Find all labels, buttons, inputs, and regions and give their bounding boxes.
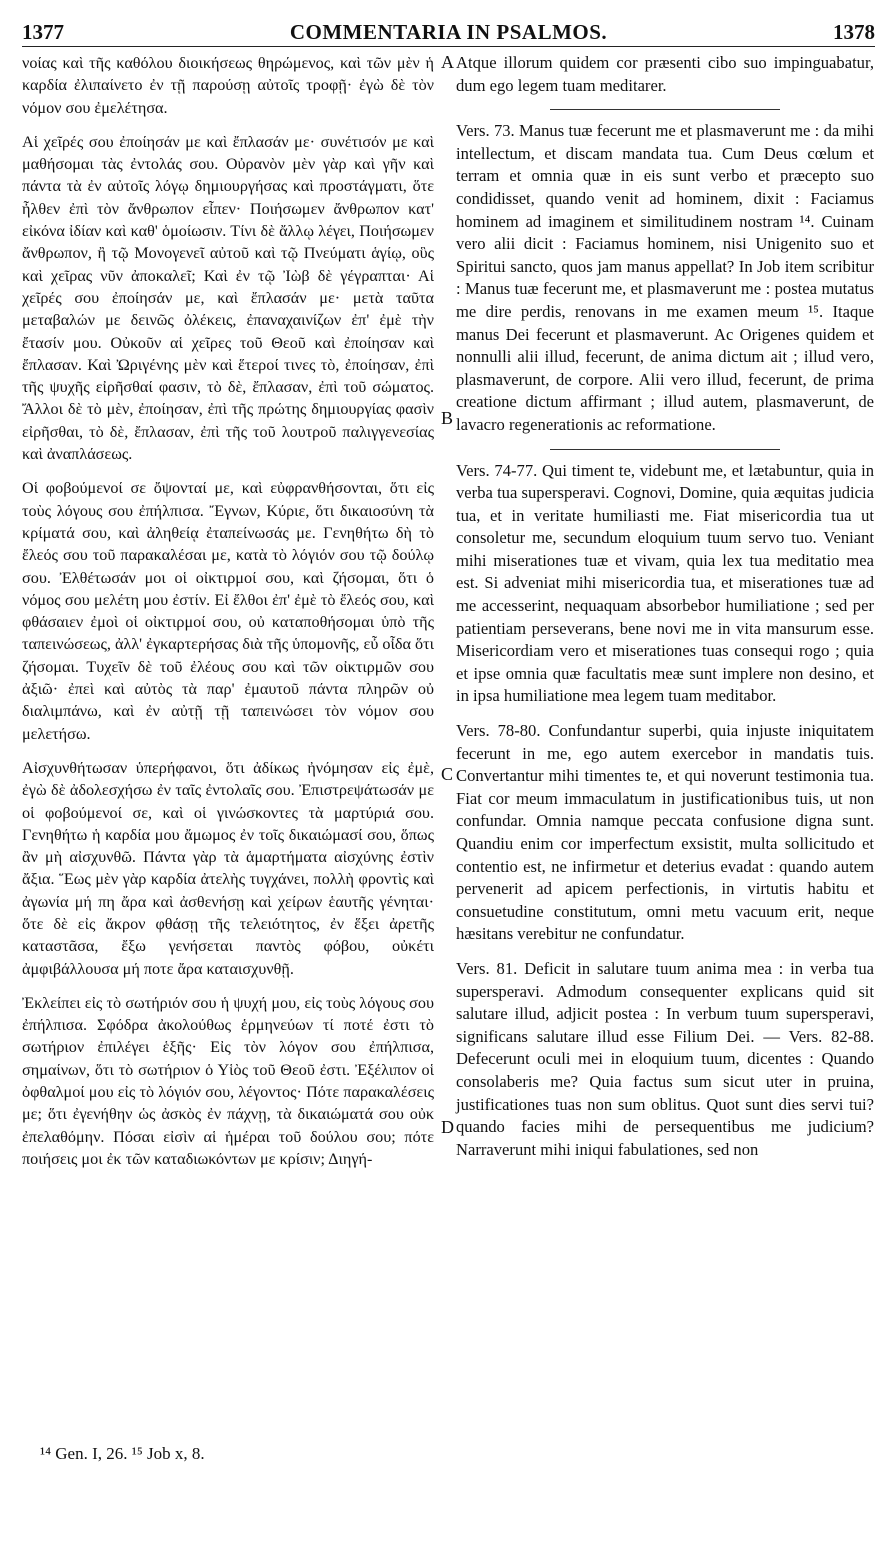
latin-paragraph-4: Vers. 78-80. Confundantur superbi, quia injuste iniquitatem fecerunt in me, ego autem exercebor in mandatis tuis. Convertantur mihi timentes te, et qui noverunt testimonia tua. Fiat cor meum immaculatum in justificationibus tuis, ut non confundar. Omnia namque peccata confusione digna sunt. Quandiu enim cor imperfectum exsistit, multa sollicitudo et contentio est, ne infirmetur et deterius evadat : quando autem pervenerit ad apicem perfectionis, in virtutis habitu et consuetudine constitutum, omni metu vacuum erit, neque hæsitans verebitur ne confundatur.	[456, 721, 874, 944]
latin-column	[456, 52, 874, 1161]
latin-paragraph-3: Vers. 74-77. Qui timent te, videbunt me, et lætabuntur, quia in verba tua supersperavi. Cognovi, Domine, quia æquitas judicia tua, et in veritate humiliasti me. Fiat misericordia tua ut consoletur me, secundum eloquium tuum servo tuo. Veniant mihi miserationes tuæ et vivam, quia lex tua meditatio mea est. Si adveniat mihi misericordia tua, et miserationes tuæ ad me accesserint, nequaquam absorbebor humiliatione ; sed per patientiam perseverans, bene novi me in vita mansurum esse. Misericordiam vero et miserationes tuas consequi rogo ; quia et ipse omnia quæ facultatis meæ sunt implere non desino, et in ipsa humiliatione mea legem tuam meditabor.	[456, 460, 874, 706]
footnotes: ¹⁴ Gen. I, 26. ¹⁵ Job x, 8.	[40, 1444, 205, 1463]
page-number-right: 1378	[833, 20, 875, 44]
latin-paragraph-5: Vers. 81. Deficit in salutare tuum anima mea : in verba tua supersperavi. Admodum consequenter explicans quid sit salutare illud, adjicit postea : In verbum tuum supersperavi, significans salutare illud esse Filium Dei. — Vers. 82-88. Defecerunt oculi mei in eloquium tuum, dicentes : Quando consolaberis me? Quia factus sum sicut uter in pruina, justificationes tuas non sum oblitus. Quot sunt dies servi tui? quando facies mihi de persequentibus me judicium? Narraverunt mihi iniqui fabulationes, sed non	[456, 958, 874, 1159]
greek-paragraph-4: Αἰσχυνθήτωσαν ὑπερήφανοι, ὅτι ἀδίκως ἠνόμησαν εἰς ἐμὲ, ἐγὼ δὲ ἀδολεσχήσω ἐν ταῖς ἐντολαῖς σου. Ἐπιστρεψάτωσάν με οἱ φοβούμενοί σε, καὶ οἱ γινώσκοντες τὰ μαρτύριά σου. Γενηθήτω ἡ καρδία μου ἄμωμος ἐν τοῖς δικαιώμασί σου, ὅπως ἂν μὴ αἰσχυνθῶ. Πάντα γὰρ τὰ ἁμαρτήματα αἰσχύνης ἐστὶν ἄξια. Ἕως μὲν γὰρ καρδία ἀτελὴς τυγχάνει, πολλὴ φροντὶς καὶ ἀγωνία μή πη ἄρα καὶ ἀσθενήσῃ καὶ χείρων ἑαυτῆς γένηται· ὅτε δὲ εἰς ἄκρον φθάσῃ τῆς τελειότητος, ἐν ἕξει ἀρετῆς καταστᾶσα, ἔξω γενήσεται παντὸς φόβου, οὐκέτι ἀμφιβάλλουσα μή ποτε ἄρα καταισχυνθῇ.	[22, 758, 434, 978]
margin-marker-b: B	[441, 408, 454, 428]
greek-column	[22, 52, 434, 1170]
latin-paragraph-1: Atque illorum quidem cor præsenti cibo suo impinguabatur, dum ego legem tuam meditarer.	[456, 53, 874, 95]
greek-paragraph-5: Ἐκλείπει εἰς τὸ σωτήριόν σου ἡ ψυχή μου, εἰς τοὺς λόγους σου ἐπήλπισα. Σφόδρα ἀκολούθως ἑρμηνεύων τί ποτέ ἐστι τὸ σωτήριον ἐπιλέγει ἑξῆς· Εἰς τὸν λόγον σου ἐπήλπισα, σημαίνων, ὅτι τὸ σωτήριον ὁ Υἱὸς τοῦ Θεοῦ ἐστι. Ἐξέλιπον οἱ ὀφθαλμοί μου εἰς τὸ λόγιόν σου, λέγοντος· Πότε παρακαλέσεις με; ὅτι ἐγενήθην ὡς ἀσκὸς ἐν πάχνῃ, τὰ δικαιώματά σου οὐκ ἐπελαθόμην. Πόσαι εἰσὶν αἱ ἡμέραι τοῦ δούλου σου; πότε ποιήσεις μοι ἐκ τῶν καταδιωκόντων με κρίσιν; Διηγή-	[22, 993, 434, 1168]
margin-marker-d: D	[441, 1117, 454, 1137]
latin-paragraph-2: Vers. 73. Manus tuæ fecerunt me et plasmaverunt me : da mihi intellectum, et discam mandata tua. Cum Deus cœlum et terram et omnia quæ in eis sunt verbo et præcepto suo condidisset, quando venit ad hominem, dixit : Faciamus hominem ad imaginem et similitudinem nostram ¹⁴. Cuinam vero alii dicit : Faciamus hominem, nisi Unigenito suo et Spiritui sancto, quos jam manus appellat? In Job item scribitur : Manus tuæ fecerunt me, et plasmaverunt me : postea mutatus me dire perdis, renovans in me examen meum ¹⁵. Itaque manus Dei fecerunt et plasmaverunt. Ac Origenes quidem et nonnulli alii illud, fecerunt, de anima dictum ait ; illud vero, plasmaverunt, de corpore. Alii vero illud, fecerunt, de prima creatione dictum affirmant ; illud autem, plasmaverunt, de lavacro regenerationis ac reformatione.	[456, 121, 874, 434]
margin-marker-c: C	[441, 764, 454, 784]
running-header	[22, 20, 875, 47]
page-number-left: 1377	[22, 20, 64, 44]
greek-paragraph-1: νοίας καὶ τῆς καθόλου διοικήσεως θηρώμενος, καὶ τῶν μὲν ἡ καρδία ἐλιπαίνετο ἐν τῇ παρούσῃ αὐτοῖς τροφῇ· ἐγὼ δὲ τὸν νόμον σου ἐμελέτησα.	[22, 54, 434, 117]
section-rule	[550, 449, 780, 460]
greek-paragraph-2: Αἱ χεῖρές σου ἐποίησάν με καὶ ἔπλασάν με· συνέτισόν με καὶ μαθήσομαι τὰς ἐντολάς σου. Οὐρανὸν μὲν γὰρ καὶ γῆν καὶ πάντα τὰ ἐν αὐτοῖς λόγῳ δημιουργήσας καὶ προστάγματι, ὅτε ἦλθεν ἐπὶ τὸν ἄνθρωπον εἶπεν· Ποιήσωμεν ἄνθρωπον κατ' εἰκόνα ἰδίαν καὶ καθ' ὁμοίωσιν. Τίνι δὲ ἄλλῳ λέγει, Ποιήσωμεν ἄνθρωπον, ἢ τῷ Μονογενεῖ αὐτοῦ καὶ τῷ Πνεύματι ἁγίῳ, οὓς καὶ χεῖρας νῦν ἀποκαλεῖ; Καὶ ἐν τῷ Ἰὼβ δὲ γέγραπται· Αἱ χεῖρές σου ἐποίησάν με, καὶ ἔπλασάν με· μετὰ ταῦτα μεταβαλών με δεινῶς ὀλέκεις, ἐπαναχαινίζων ἐπ' ἐμὲ τὴν ἔτασίν μου. Οὐκοῦν αἱ χεῖρες τοῦ Θεοῦ καὶ ἐποίησαν καὶ ἔπλασαν. Καὶ Ὠριγένης μὲν καὶ ἕτεροί τινες τὸ, ἐποίησαν, ἐπὶ τῆς ψυχῆς εἰρῆσθαί φασιν, τὸ δὲ, ἔπλασαν, ἐπὶ τοῦ σώματος. Ἄλλοι δὲ τὸ μὲν, ἐποίησαν, ἐπὶ τῆς πρώτης δημιουργίας φασὶν εἰρῆσθαι, τὸ δὲ, ἔπλασαν, ἐπὶ τῆς τοῦ λουτροῦ παλιγγενεσίας καὶ ἀναπλάσεως.	[22, 132, 434, 464]
running-title: COMMENTARIA IN PSALMOS.	[289, 20, 608, 44]
greek-paragraph-3: Οἱ φοβούμενοί σε ὄψονταί με, καὶ εὐφρανθήσονται, ὅτι εἰς τοὺς λόγους σου ἐπήλπισα. Ἔγνων, Κύριε, ὅτι δικαιοσύνη τὰ κρίματά σου, καὶ ἀληθείᾳ ἐταπείνωσάς με. Γενηθήτω δὴ τὸ ἔλεός σου τοῦ παρακαλέσαι με, κατὰ τὸ λόγιόν σου τῷ δούλῳ σου. Ἐλθέτωσάν μοι οἱ οἰκτιρμοί σου, καὶ ζήσομαι, ὅτι ὁ νόμος σου μελέτη μου ἐστίν. Εἰ ἔλθοι ἐπ' ἐμὲ τὸ ἔλεός σου, καὶ φθάσαιεν ἐμοὶ οἱ οἰκτιρμοί σου, οὐ καταποθήσομαι ὑπὸ τῆς ταπεινώσεως, ἀλλ' ἐγκαρτερήσας διὰ τῆς ὑπομονῆς, εὖ οἶδα ὅτι ζήσομαι. Τυχεῖν δὲ τοῦ ἐλέους σου καὶ τῶν οἰκτιρμῶν σου ἀξιῶ· ἐπεὶ καὶ αὐτὸς τὰ παρ' ἐμαυτοῦ πάντα πληρῶν οὐ διαλιμπάνω, καὶ ἐν αὐτῇ τῇ ταπεινώσει τὸν νόμον σου μελετήσω.	[22, 479, 434, 743]
margin-marker-a: A	[441, 52, 454, 72]
section-rule	[550, 109, 780, 120]
